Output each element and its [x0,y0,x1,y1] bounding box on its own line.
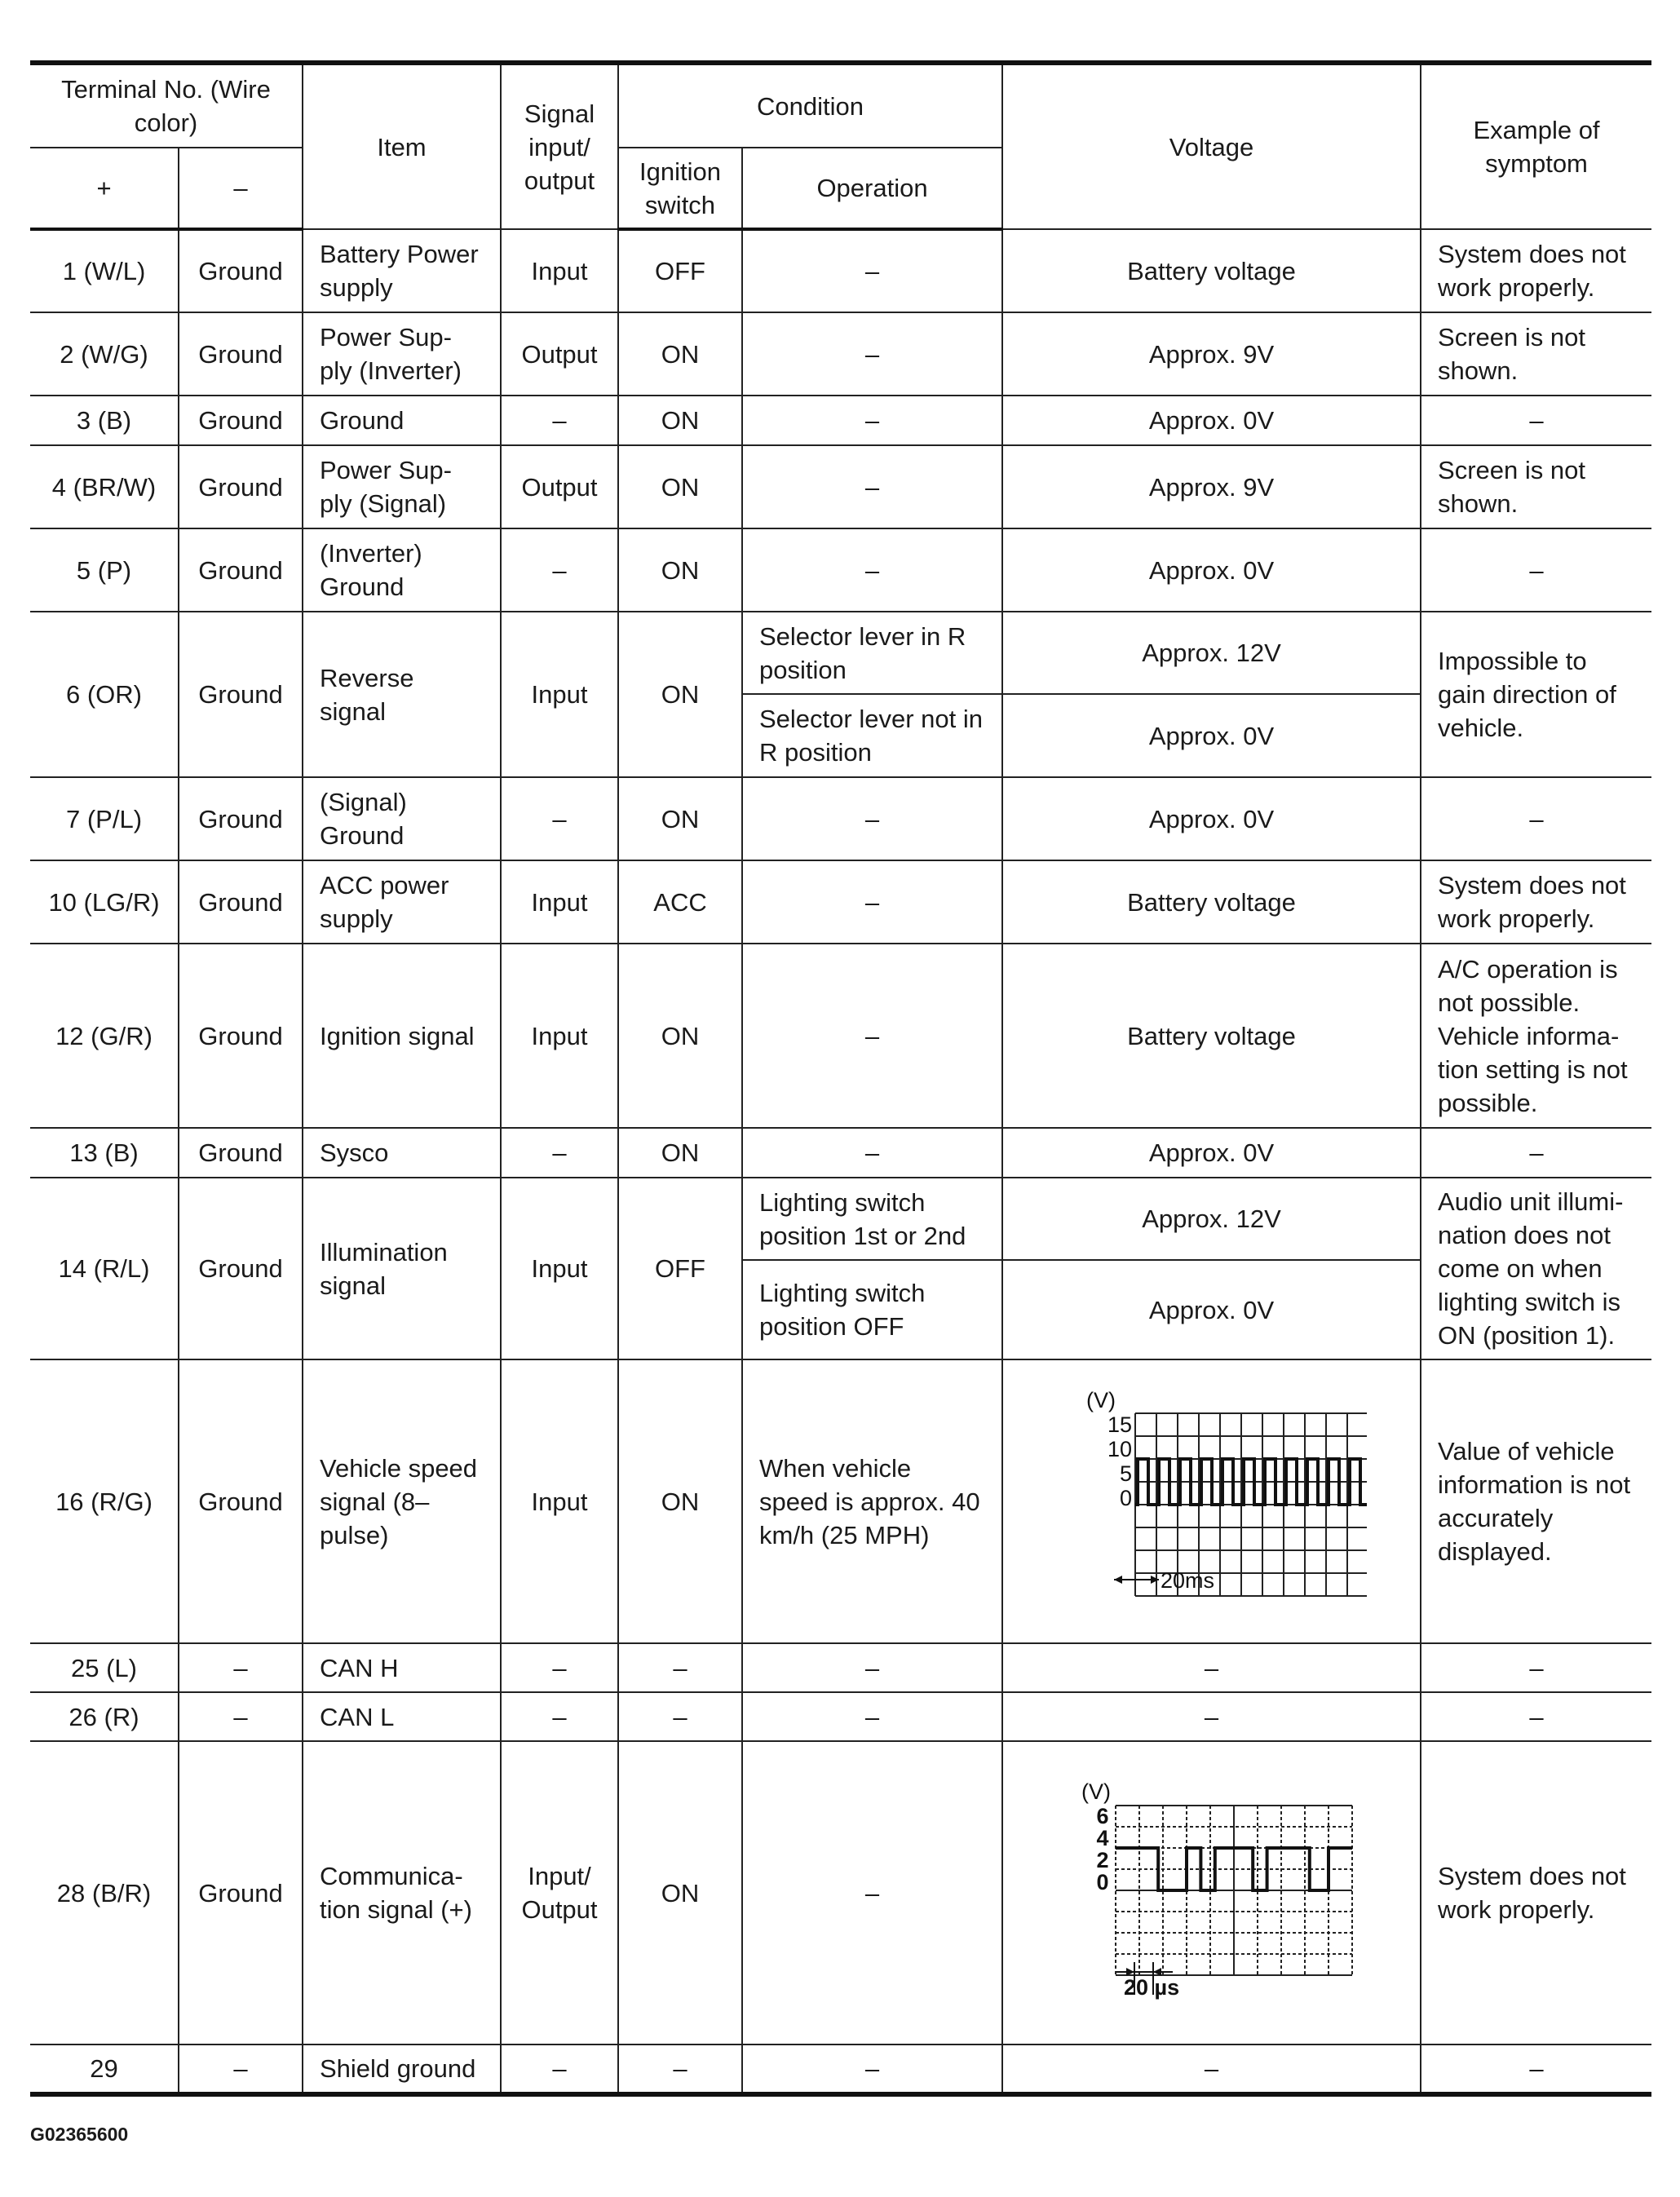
ground-cell: Ground [179,528,303,612]
item-cell: Reverse signal [303,612,501,777]
table-row [30,229,1651,312]
table-row [30,1359,1651,1643]
symptom-cell: Screen is not shown. [1421,445,1651,528]
operation-cell: – [742,860,1002,944]
speed-tick-label: 15 [1107,1412,1132,1437]
io-cell: – [501,2044,618,2094]
operation-cell: Lighting switch position 1st or 2nd [742,1178,1002,1260]
voltage-cell: Approx. 0V [1002,777,1421,860]
io-cell: Input [501,860,618,944]
voltage-cell: Approx. 0V [1002,1260,1421,1359]
header-plus: + [30,148,179,229]
item-cell: Ground [303,396,501,445]
header-voltage: Voltage [1002,63,1421,229]
speed-tick-label: 5 [1119,1461,1132,1486]
voltage-cell: Approx. 12V [1002,1178,1421,1260]
symptom-cell: A/C operation is not possible. Vehicle informa-tion setting is not possible. [1421,944,1651,1128]
symptom-cell: System does not work properly. [1421,1741,1651,2044]
symptom-cell: Screen is not shown. [1421,312,1651,396]
voltage-cell: – [1002,1643,1421,1692]
speed-unit-label: (V) [1085,1388,1116,1412]
speed-period-label: 20ms [1160,1568,1214,1593]
table-row [30,1741,1651,2044]
ignition-cell: ON [618,312,742,396]
io-cell: Output [501,312,618,396]
ignition-cell: ACC [618,860,742,944]
item-cell: ACC power supply [303,860,501,944]
symptom-cell: Impossible to gain direction of vehicle. [1421,612,1651,777]
voltage-cell: Approx. 12V [1002,612,1421,694]
operation-cell: – [742,1128,1002,1178]
ignition-cell: OFF [618,229,742,312]
symptom-cell: – [1421,528,1651,612]
terminal-cell: 29 [30,2044,179,2094]
ignition-cell: – [618,1692,742,1741]
terminal-cell: 5 (P) [30,528,179,612]
communication-signal-waveform [1057,1775,1367,2011]
terminal-cell: 12 (G/R) [30,944,179,1128]
operation-cell: When vehicle speed is approx. 40 km/h (25 MPH) [742,1359,1002,1643]
comm-tick-label: 4 [1096,1826,1109,1850]
ignition-cell: – [618,2044,742,2094]
ground-cell: – [179,1643,303,1692]
header-ignition-switch: Ignition switch [618,148,742,229]
ground-cell: Ground [179,1359,303,1643]
io-cell: – [501,396,618,445]
speed-tick-label: 0 [1119,1486,1132,1510]
voltage-cell: Battery voltage [1002,860,1421,944]
ground-cell: Ground [179,229,303,312]
voltage-cell: Battery voltage [1002,229,1421,312]
voltage-cell: Approx. 9V [1002,445,1421,528]
ignition-cell: OFF [618,1178,742,1359]
comm-tick-label: 6 [1096,1804,1109,1828]
symptom-cell: – [1421,1692,1651,1741]
terminal-cell: 4 (BR/W) [30,445,179,528]
operation-cell: – [742,396,1002,445]
symptom-cell: System does not work properly. [1421,229,1651,312]
comm-period-label: 20 µs [1123,1975,1179,2000]
table-row [30,944,1651,1128]
io-cell: Input [501,612,618,777]
symptom-cell: Audio unit illumi-nation does not come on when lighting switch is ON (position 1). [1421,1178,1651,1359]
io-cell: Input [501,1178,618,1359]
operation-cell: Selector lever in R position [742,612,1002,694]
operation-cell: – [742,229,1002,312]
voltage-cell: Approx. 0V [1002,396,1421,445]
terminal-cell: 6 (OR) [30,612,179,777]
terminal-cell: 10 (LG/R) [30,860,179,944]
io-cell: – [501,1128,618,1178]
operation-cell: – [742,528,1002,612]
item-cell: Power Sup-ply (Signal) [303,445,501,528]
item-cell: Sysco [303,1128,501,1178]
ignition-cell: ON [618,944,742,1128]
operation-cell: – [742,1643,1002,1692]
comm-tick-label: 2 [1096,1848,1109,1872]
header-minus: – [179,148,303,229]
terminal-cell: 25 (L) [30,1643,179,1692]
terminal-cell: 3 (B) [30,396,179,445]
ground-cell: Ground [179,777,303,860]
io-cell: Input/ Output [501,1741,618,2044]
ground-cell: Ground [179,612,303,777]
operation-cell: – [742,445,1002,528]
ground-cell: – [179,1692,303,1741]
terminal-cell: 28 (B/R) [30,1741,179,2044]
operation-cell: – [742,944,1002,1128]
io-cell: – [501,777,618,860]
speed-period-marker [1114,1568,1214,1593]
item-cell: Shield ground [303,2044,501,2094]
operation-cell: Lighting switch position OFF [742,1260,1002,1359]
symptom-cell: – [1421,1128,1651,1178]
comm-unit-label: (V) [1081,1779,1111,1804]
voltage-cell: Approx. 0V [1002,694,1421,777]
pinout-sheet [30,60,1651,2097]
ground-cell: Ground [179,1178,303,1359]
item-cell: Vehicle speed signal (8–pulse) [303,1359,501,1643]
ground-cell: Ground [179,1128,303,1178]
item-cell: CAN L [303,1692,501,1741]
table-row [30,445,1651,528]
header-condition: Condition [618,63,1002,148]
ground-cell: Ground [179,860,303,944]
terminal-cell: 2 (W/G) [30,312,179,396]
item-cell: (Inverter) Ground [303,528,501,612]
terminal-cell: 1 (W/L) [30,229,179,312]
header-operation: Operation [742,148,1002,229]
table-row [30,612,1651,694]
ground-cell: Ground [179,396,303,445]
table-row [30,1643,1651,1692]
speed-signal-waveform [1057,1379,1367,1624]
item-cell: Ignition signal [303,944,501,1128]
ground-cell: Ground [179,312,303,396]
ground-cell: – [179,2044,303,2094]
item-cell: CAN H [303,1643,501,1692]
terminal-cell: 7 (P/L) [30,777,179,860]
ground-cell: Ground [179,445,303,528]
item-cell: (Signal) Ground [303,777,501,860]
table-row [30,396,1651,445]
header-terminal-no: Terminal No. (Wire color) [30,63,303,148]
ignition-cell: ON [618,777,742,860]
ignition-cell: ON [618,1741,742,2044]
symptom-cell: Value of vehicle information is not accurately displayed. [1421,1359,1651,1643]
item-cell: Battery Power supply [303,229,501,312]
terminal-cell: 13 (B) [30,1128,179,1178]
voltage-cell [1002,1359,1421,1643]
table-row [30,860,1651,944]
voltage-cell [1002,1741,1421,2044]
header-symptom: Example of symptom [1421,63,1651,229]
table-row [30,777,1651,860]
ignition-cell: ON [618,612,742,777]
operation-cell: – [742,1741,1002,2044]
io-cell: – [501,1643,618,1692]
figure-id: G02365600 [30,2124,129,2145]
terminal-cell: 26 (R) [30,1692,179,1741]
voltage-cell: – [1002,2044,1421,2094]
terminal-cell: 16 (R/G) [30,1359,179,1643]
table-row [30,1128,1651,1178]
item-cell: Communica-tion signal (+) [303,1741,501,2044]
operation-cell: Selector lever not in R position [742,694,1002,777]
voltage-cell: – [1002,1692,1421,1741]
symptom-cell: – [1421,396,1651,445]
symptom-cell: – [1421,777,1651,860]
io-cell: – [501,528,618,612]
symptom-cell: – [1421,1643,1651,1692]
terminal-table [30,60,1651,2097]
operation-cell: – [742,2044,1002,2094]
voltage-cell: Battery voltage [1002,944,1421,1128]
table-row [30,1692,1651,1741]
ignition-cell: ON [618,396,742,445]
ignition-cell: ON [618,1359,742,1643]
table-row [30,312,1651,396]
io-cell: Input [501,1359,618,1643]
comm-tick-label: 0 [1096,1870,1109,1894]
operation-cell: – [742,312,1002,396]
voltage-cell: Approx. 0V [1002,1128,1421,1178]
item-cell: Power Sup-ply (Inverter) [303,312,501,396]
comm-period-marker [1116,1962,1179,2000]
speed-tick-label: 10 [1107,1437,1132,1461]
header-signal-io: Signal input/ output [501,63,618,229]
symptom-cell: System does not work properly. [1421,860,1651,944]
ignition-cell: ON [618,445,742,528]
ignition-cell: ON [618,528,742,612]
io-cell: Input [501,944,618,1128]
io-cell: Output [501,445,618,528]
ignition-cell: – [618,1643,742,1692]
table-row [30,2044,1651,2094]
terminal-cell: 14 (R/L) [30,1178,179,1359]
operation-cell: – [742,777,1002,860]
table-row [30,528,1651,612]
table-row [30,1178,1651,1260]
io-cell: – [501,1692,618,1741]
voltage-cell: Approx. 0V [1002,528,1421,612]
item-cell: Illumination signal [303,1178,501,1359]
symptom-cell: – [1421,2044,1651,2094]
ground-cell: Ground [179,944,303,1128]
operation-cell: – [742,1692,1002,1741]
ground-cell: Ground [179,1741,303,2044]
voltage-cell: Approx. 9V [1002,312,1421,396]
io-cell: Input [501,229,618,312]
header-item: Item [303,63,501,229]
ignition-cell: ON [618,1128,742,1178]
